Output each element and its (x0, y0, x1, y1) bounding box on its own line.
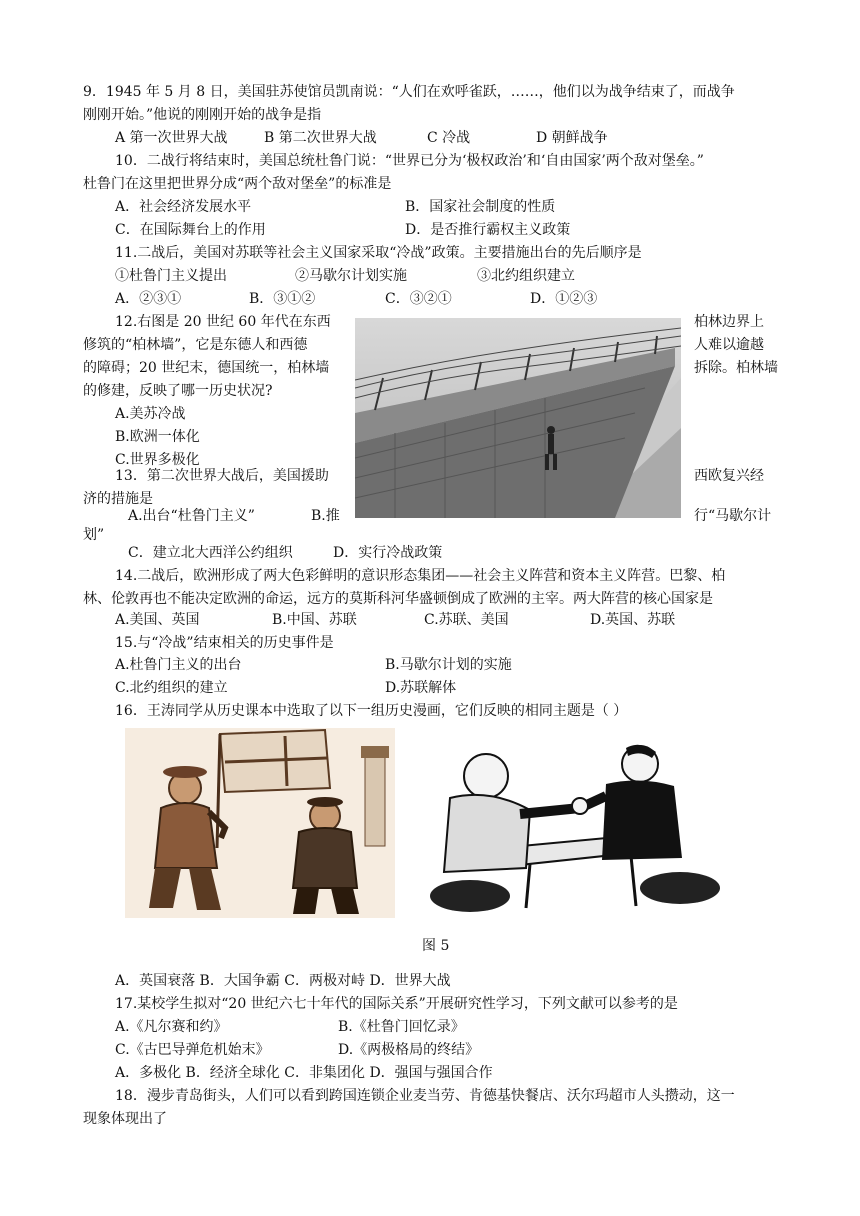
cartoon-two-sailors (125, 728, 395, 918)
q14-option-a: A.美国、英国 (115, 612, 200, 628)
q17-option-b: B.《杜鲁门回忆录》 (338, 1019, 465, 1035)
q11-item-2: ②马歇尔计划实施 (295, 268, 407, 284)
q10-option-a: A．社会经济发展水平 (115, 199, 252, 215)
q12-option-c: C.世界多极化 (115, 452, 200, 468)
q17-option-d: D.《两极格局的终结》 (338, 1042, 480, 1058)
q17-stem: 17.某校学生拟对“20 世纪六七十年代的国际关系”开展研究性学习，下列文献可以参考的是 (115, 996, 678, 1012)
q12-line3-right: 拆除。柏林墙 (694, 360, 778, 376)
q12-option-a: A.美苏冷战 (115, 406, 186, 422)
q14-option-b: B.中国、苏联 (272, 612, 357, 628)
berlin-wall-photo (355, 318, 681, 518)
q15-option-d: D.苏联解体 (385, 680, 457, 696)
q13-line1-left: 13．第二次世界大战后，美国援助 (115, 468, 329, 484)
q14-stem-line1: 14.二战后，欧洲形成了两大色彩鲜明的意识形态集团——社会主义阵营和资本主义阵营。巴黎、柏 (115, 568, 726, 584)
q18-stem-line1: 18．漫步青岛街头，人们可以看到跨国连锁企业麦当劳、肯德基快餐店、沃尔玛超市人头攒动，这一 (115, 1088, 735, 1104)
q16-stem: 16．王涛同学从历史课本中选取了以下一组历史漫画，它们反映的相同主题是（ ） (115, 703, 628, 719)
q13-option-d: D．实行冷战政策 (333, 545, 443, 561)
q12-line3-left: 的障碍；20 世纪末，德国统一，柏林墙 (83, 360, 330, 376)
q13-option-b-start: B.推 (311, 508, 340, 524)
cartoon-arm-wrestling (430, 738, 720, 920)
q10-option-c: C．在国际舞台上的作用 (115, 222, 266, 238)
q11-option-c: C．③②① (385, 291, 452, 307)
q9-option-c: C 冷战 (427, 130, 471, 146)
figure-caption: 图 5 (422, 938, 450, 954)
q12-line4: 的修建，反映了哪一历史状况? (83, 383, 273, 399)
q11-option-d: D．①②③ (530, 291, 598, 307)
q14-option-d: D.英国、苏联 (590, 612, 676, 628)
q9-stem-line2: 刚刚开始。”他说的刚刚开始的战争是指 (83, 107, 322, 123)
q14-option-c: C.苏联、美国 (424, 612, 509, 628)
q13-option-a: A.出台“杜鲁门主义” (128, 508, 255, 524)
q9-option-d: D 朝鲜战争 (536, 130, 608, 146)
q9-option-a: A 第一次世界大战 (115, 130, 228, 146)
q13-line1-right: 西欧复兴经 (694, 468, 764, 484)
q16-options: A．英国衰落 B．大国争霸 C．两极对峙 D．世界大战 (115, 973, 451, 989)
q12-option-b: B.欧洲一体化 (115, 429, 200, 445)
q12-line2-right: 人难以逾越 (694, 337, 764, 353)
q15-option-c: C.北约组织的建立 (115, 680, 228, 696)
q13-option-b-end: 行“马歇尔计 (694, 508, 772, 524)
q14-stem-line2: 林、伦敦再也不能决定欧洲的命运，远方的莫斯科河华盛顿倒成了欧洲的主宰。两大阵营的核心国家是 (83, 591, 713, 607)
q13-line2: 济的措施是 (83, 491, 153, 507)
q17-options-2: A．多极化 B．经济全球化 C．非集团化 D．强国与强国合作 (115, 1065, 493, 1081)
q10-stem-line1: 10．二战行将结束时，美国总统杜鲁门说：“世界已分为‘极权政治’和‘自由国家’两个敌对堡垒。” (115, 153, 704, 169)
q10-option-d: D．是否推行霸权主义政策 (405, 222, 571, 238)
q18-stem-line2: 现象体现出了 (83, 1111, 167, 1127)
q10-option-b: B．国家社会制度的性质 (405, 199, 556, 215)
q17-option-a: A.《凡尔赛和约》 (115, 1019, 228, 1035)
q17-option-c: C.《古巴导弹危机始末》 (115, 1042, 270, 1058)
q12-line1-right: 柏林边界上 (694, 314, 764, 330)
q10-stem-line2: 杜鲁门在这里把世界分成“两个敌对堡垒”的标准是 (83, 176, 392, 192)
q15-stem: 15.与“冷战”结束相关的历史事件是 (115, 635, 334, 651)
q15-option-b: B.马歇尔计划的实施 (385, 657, 512, 673)
q12-line1-left: 12.右图是 20 世纪 60 年代在东西 (115, 314, 331, 330)
q12-line2-left: 修筑的“柏林墙”，它是东德人和西德 (83, 337, 308, 353)
q11-stem: 11.二战后，美国对苏联等社会主义国家采取“冷战”政策。主要措施出台的先后顺序是 (115, 245, 642, 261)
q11-option-a: A．②③① (115, 291, 182, 307)
q11-item-1: ①杜鲁门主义提出 (115, 268, 227, 284)
q11-item-3: ③北约组织建立 (477, 268, 575, 284)
q9-option-b: B 第二次世界大战 (264, 130, 377, 146)
q11-option-b: B．③①② (249, 291, 316, 307)
q15-option-a: A.杜鲁门主义的出台 (115, 657, 242, 673)
q13-option-c: C．建立北大西洋公约组织 (128, 545, 293, 561)
q13-line4: 划” (83, 527, 105, 543)
q9-stem-line1: 9．1945 年 5 月 8 日，美国驻苏使馆员凯南说：“人们在欢呼雀跃，……，他们以为战争结束了，而战争 (83, 84, 735, 100)
